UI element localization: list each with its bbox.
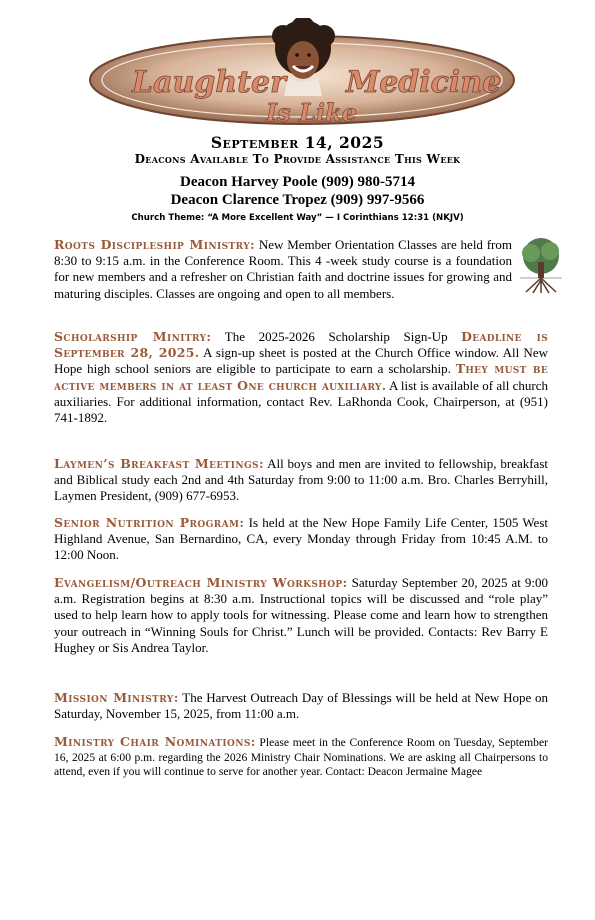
deacon-line-2: Deacon Clarence Tropez (909) 997-9566	[170, 192, 425, 208]
scholarship-requirement: They must be active members in at least One church auxiliary.	[54, 361, 548, 393]
banner-word-is-like: Is Like	[266, 98, 357, 127]
mission-section	[54, 690, 548, 722]
scholarship-text-3: A list is available of all church auxiliaries. For additional information, contact Rev. LaRhonda Cook, Chairperson, at (951) 741-1892.	[54, 377, 548, 426]
banner-word-laughter: Laughter	[132, 65, 286, 100]
senior-nutrition-text: Is held at the New Hope Family Life Center, 1505 West Highland Avenue, San Bernardino, CA, every Monday through Friday from 10:45 A.M. to 12:00 Noon.	[54, 515, 548, 563]
scholarship-text-2: A sign-up sheet is posted at the Church Office window. All New Hope high school seniors are eligible to participate to earn a scholarship.	[54, 345, 548, 377]
banner-graphic	[88, 18, 516, 128]
roots-text: New Member Orientation Classes are held from 8:30 to 9:15 a.m. in the Conference Room. This 4 -week study course is a foundation for new members and a refresher on Christian faith and doctrine issues for growing and maturing disciples. Classes are ongoing and open to all members.	[54, 237, 513, 301]
laymen-text: All boys and men are invited to fellowship, breakfast and Biblical study each 2nd and 4th Saturday from 9:00 to 11:00 a.m. Bro. Charles Berryhill, Laymen President, (909) 677-6953.	[54, 456, 549, 504]
senior-nutrition-section	[54, 515, 548, 564]
deacons-header: Deacons Available To Provide Assistance This Week	[134, 152, 461, 166]
banner-word-medicine: Medicine	[346, 65, 502, 100]
laymen-section	[54, 456, 548, 505]
nominations-heading: Ministry Chair Nominations:	[54, 734, 256, 749]
scholarship-deadline: Deadline is September 28, 2025.	[54, 329, 548, 361]
roots-section	[54, 237, 512, 302]
mission-text: The Harvest Outreach Day of Blessings will be held at New Hope on Saturday, November 15, 2025, from 11:00 a.m.	[54, 690, 548, 722]
senior-nutrition-heading: Senior Nutrition Program:	[54, 515, 245, 530]
bulletin-date: September 14, 2025	[210, 133, 385, 152]
tree-of-life-icon	[516, 236, 566, 294]
roots-heading: Roots Discipleship Ministry:	[54, 237, 256, 252]
scholarship-heading: Scholarship Minitry:	[54, 329, 212, 344]
scholarship-text-1: The 2025-2026 Scholarship Sign-Up	[211, 329, 462, 344]
laymen-heading: Laymen’s Breakfast Meetings:	[54, 456, 264, 471]
laughter-banner	[88, 18, 516, 128]
church-theme: Church Theme: “A More Excellent Way” — I Corinthians 12:31 (NKJV)	[131, 213, 464, 223]
nominations-section	[54, 735, 548, 780]
nominations-text: Please meet in the Conference Room on Tuesday, September 16, 2025 at 6:00 p.m. regarding the 2026 Ministry Chair Nominations. We are asking all Chairpersons to attend, even if you will continue to serve for another year. Contact: Deacon Jermaine Magee	[54, 736, 548, 779]
evangelism-section	[54, 575, 548, 656]
evangelism-heading: Evangelism/Outreach Ministry Workshop:	[54, 575, 348, 590]
scholarship-section	[54, 329, 548, 426]
deacon-line-1: Deacon Harvey Poole (909) 980-5714	[180, 174, 415, 190]
mission-heading: Mission Ministry:	[54, 690, 179, 705]
evangelism-text: Saturday September 20, 2025 at 9:00 a.m. Registration begins at 8:30 a.m. Instructional topics will be discussed and “role play” used to help learn how to apply tools for witnessing. Please come and learn how to strengthen your outreach in “Winning Souls for Christ.” Lunch will be provided. Contacts: Rev Barry E Hughey or Sis Andrea Taylor.	[54, 575, 548, 655]
